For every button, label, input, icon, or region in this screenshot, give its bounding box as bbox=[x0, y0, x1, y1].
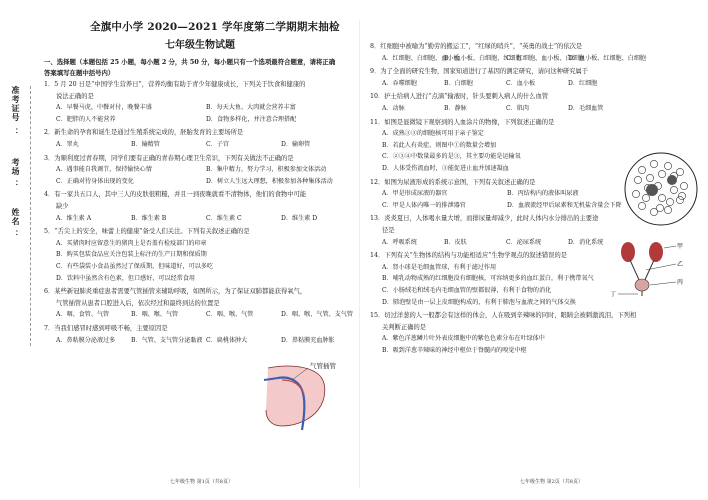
answer-option: D．红细胞 bbox=[568, 79, 598, 87]
question-stem: 8．红细胞中被喻为“勤劳的搬运工”，“红绿的哨兵”，“英勇的战士”的依次是 bbox=[370, 43, 583, 50]
answer-option: B．白细胞 bbox=[444, 79, 473, 87]
exam-number-label: 准考证号 bbox=[11, 86, 21, 122]
answer-option: A．甲是形成尿液的器官 bbox=[382, 190, 448, 198]
question-stem: 7．当我们感冒时感到呼吸不畅，主要原因是 bbox=[44, 325, 168, 332]
answer-option: C．泌尿系统 bbox=[506, 238, 542, 246]
exam-number-colon: ： bbox=[15, 125, 23, 135]
question-stem: 12．如图为尿液形成的系统示意图，下列有关叙述正确的是 bbox=[370, 178, 536, 186]
answer-option: D．肺泡壁是由一层上皮细胞构成的，有利于肺泡与血液之间的气体交换 bbox=[382, 298, 576, 306]
name-label: 姓名 bbox=[11, 208, 21, 226]
answer-option: A．成熟③③的细胞核可用于亲子鉴定 bbox=[382, 130, 484, 138]
answer-option: C．正确对待身体出现的变化 bbox=[56, 177, 134, 185]
question-stem: 14．下列有关“生物体的结构与功能相适应”生物学观点的叙述错误的是 bbox=[370, 252, 568, 260]
answer-option: A．紫色洋葱鳞片叶外表皮细胞中的紫色色素分布在叶绿体中 bbox=[382, 335, 545, 343]
name-colon: ： bbox=[15, 227, 23, 237]
question-stem: 10．护士给病人进行“点滴”输液时，针头要刺入病人的什么血管 bbox=[370, 93, 549, 101]
page-divider bbox=[359, 20, 360, 488]
answer-option: C．小肠绒毛和绒毛内毛细血管的壁都很薄，有利于食物的消化 bbox=[382, 287, 552, 294]
answer-option: B．静脉 bbox=[444, 105, 467, 112]
answer-option: B．维生素 B bbox=[131, 214, 167, 222]
answer-option: B．每天大鱼、大肉就会营养丰富 bbox=[206, 104, 296, 112]
answer-option: C．血小板 bbox=[506, 79, 536, 87]
answer-option: D．维生素 D bbox=[281, 214, 318, 222]
question-stem: 15．切过洋葱的人一般都会有这样的体会，人在吸到辛辣味的同时，眼睛会被刺激流泪，下列相 bbox=[370, 312, 637, 320]
answer-option: D．鼻粘膜充血肿胀 bbox=[281, 336, 335, 344]
question-stem-cont: 关判断正确的是 bbox=[382, 323, 427, 331]
answer-option: B．血小板、白细胞、红细胞 bbox=[444, 54, 522, 62]
section-heading: 一、选择题（本题包括 25 小题，每小题 2 分，共 50 分，每小题只有一个选项最符合题意，请将正确 bbox=[44, 58, 336, 66]
answer-option: A．呼吸系统 bbox=[382, 238, 417, 246]
answer-option: B．皮肤 bbox=[444, 238, 467, 246]
question-stem-cont: 径是 bbox=[382, 227, 395, 234]
answer-option: C．子宫 bbox=[206, 141, 229, 148]
exam-subtitle: 七年级生物试题 bbox=[165, 40, 235, 51]
fig12-label-bing: 丙 bbox=[677, 279, 684, 286]
answer-option: D．血液流经甲后尿素和无机盐含量会下降 bbox=[507, 201, 622, 209]
answer-option: C．肥胖的人不能营养 bbox=[56, 115, 116, 123]
question-stem: 3．为顺利度过青春期，同学们要有正确的青春期心理卫生常识，下列有关做法不正确的是 bbox=[44, 154, 294, 162]
exam-title: 全旗中小学 2020—2021 学年度第二学期期末抽检 bbox=[90, 21, 340, 33]
footer-left: 七年级生物 第1页（共8页） bbox=[170, 479, 233, 485]
answer-option: D．咽、喉、气管、支气管 bbox=[281, 311, 353, 319]
answer-option: A．红细胞、白细胞、血小板 bbox=[382, 54, 460, 62]
question-stem: 13．炎炎夏日，人体喝水量大增，而排尿量却减少，此时人体内水分排出的主要途 bbox=[370, 215, 599, 223]
answer-option: D．输卵管 bbox=[281, 141, 311, 148]
blood-smear-figure bbox=[622, 150, 700, 228]
answer-option: C．有些袋装小食品虽然过了保质期，但味道好，可以多吃 bbox=[56, 263, 214, 270]
answer-option: C．维生素 C bbox=[206, 214, 242, 222]
answer-option: A．吞噬细胞 bbox=[382, 79, 417, 87]
fig12-label-jia: 甲 bbox=[677, 243, 684, 250]
answer-option: B．购买包装食品应关注包装上标注的生产日期和保质期 bbox=[56, 251, 207, 259]
answer-option: D．消化系统 bbox=[568, 238, 604, 246]
exam-room-colon: ： bbox=[15, 177, 23, 187]
answer-option: B．气管、支气管分泌黏液 bbox=[131, 336, 203, 344]
answer-option: A．睾丸 bbox=[56, 141, 79, 148]
answer-option: A．咽、食管、气管 bbox=[56, 311, 110, 319]
question-stem: 2．新生命的孕育和诞生是通过生殖系统完成的，胚胎发育的主要场所是 bbox=[44, 129, 244, 137]
answer-option: A．动脉 bbox=[382, 105, 405, 112]
answer-option: A．早餐马虎，中餐对付，晚餐丰盛 bbox=[56, 104, 152, 112]
question-stem: 4．有一家共五口人，其中三人的皮肤很粗糙，并且一到夜晚就看不清物体，他们的食物中可能 bbox=[44, 191, 307, 199]
question-stem: 9．为了全面的研究生物，国家知道进行了基因的测定研究，请问这种研究属于 bbox=[370, 68, 589, 76]
fig12-label-ding: 丁 bbox=[610, 291, 617, 298]
answer-option: D．血小板、红细胞、白细胞 bbox=[568, 54, 647, 62]
fig12-label-yi: 乙 bbox=[677, 261, 684, 268]
section-heading-cont: 答案填写在题中括号内） bbox=[44, 69, 115, 77]
answer-option: D．饮料中虽然含有色素，但口感好，可以经常食用 bbox=[56, 274, 195, 282]
intubation-label: 气管插管 bbox=[310, 362, 336, 370]
intubation-figure bbox=[258, 360, 354, 432]
question-stem-cont: 缺少 bbox=[56, 203, 69, 210]
exam-room-label: 考场 bbox=[11, 158, 21, 176]
answer-option: D．毛细血管 bbox=[568, 105, 604, 112]
cut-line bbox=[30, 86, 31, 346]
urinary-system-figure bbox=[610, 238, 688, 298]
answer-option: C．咽、喉、气管 bbox=[206, 311, 254, 319]
answer-option: B．输精管 bbox=[131, 141, 160, 148]
question-stem: 6．某些新冠肺炎重症患者需要气管插管来辅助呼吸，如图所示，为了保证双肺都能获得氧气， bbox=[44, 288, 307, 296]
answer-option: B．哺乳动物成熟的红细胞没有细胞核，可容纳更多的血红蛋白，利于携带氧气 bbox=[382, 275, 594, 283]
answer-option: A．肾小球是毛细血管球，有利于滤过作用 bbox=[382, 263, 497, 271]
answer-option: B．丙结构内的液体叫尿液 bbox=[507, 190, 579, 198]
answer-option: C．甲是人体内唯一的排泄器官 bbox=[382, 201, 466, 209]
question-stem: 1．5 月 20 日是“中国学生营养日”，营养均衡有助于青少年健康成长，下列关于饮食和健康的 bbox=[44, 81, 306, 88]
answer-option: C．肌肉 bbox=[506, 105, 529, 112]
question-stem-cont: 说法正确的是 bbox=[56, 92, 94, 100]
answer-option: A．鼻粘膜分泌液过多 bbox=[56, 336, 116, 344]
answer-option: B．吸到洋葱辛辣味的神经中枢位于脊髓内的嗅觉中枢 bbox=[382, 347, 527, 354]
answer-option: C．②③④中数量最多的是③，其主要功能是运输氧 bbox=[382, 153, 521, 161]
answer-option: C．红细胞、血小板、白细胞 bbox=[506, 54, 584, 62]
binding-strip bbox=[4, 86, 32, 336]
answer-option: D．人体受伤流血时，③能促进止血并加速凝血 bbox=[382, 165, 509, 172]
answer-option: C．扁桃体肿大 bbox=[206, 336, 248, 344]
answer-option: B．咽、喉、气管 bbox=[131, 311, 179, 319]
answer-option: D．食物多样化，并注意合理搭配 bbox=[206, 115, 297, 123]
answer-option: B．集中精力，努力学习，积极参加文体活动 bbox=[206, 166, 327, 174]
answer-option: A．维生素 A bbox=[56, 214, 92, 222]
question-stem: 5．“舌尖上的安全，味蕾上的健康”备受人们关注。下列有关叙述正确的是 bbox=[44, 228, 250, 236]
question-stem-cont: 气管插管从患者口腔进入后，依次经过和最终到达的位置是 bbox=[56, 299, 220, 307]
answer-option: B．若此人有炎症，则图中①的数量会增加 bbox=[382, 141, 497, 149]
answer-option: A．遇事能自我调节，保持愉快心情 bbox=[56, 166, 152, 174]
footer-right: 七年级生物 第2页（共8页） bbox=[520, 479, 583, 485]
question-stem: 11．如图是显微镜下观察到的人血涂片的物像，下列叙述正确的是 bbox=[370, 118, 555, 126]
answer-option: A．买猪肉时应留意生的猪肉上是否盖有检疫部门的印章 bbox=[56, 239, 207, 247]
answer-option: D．树立人生远大理想，积极参加各种集体活动 bbox=[206, 177, 333, 185]
